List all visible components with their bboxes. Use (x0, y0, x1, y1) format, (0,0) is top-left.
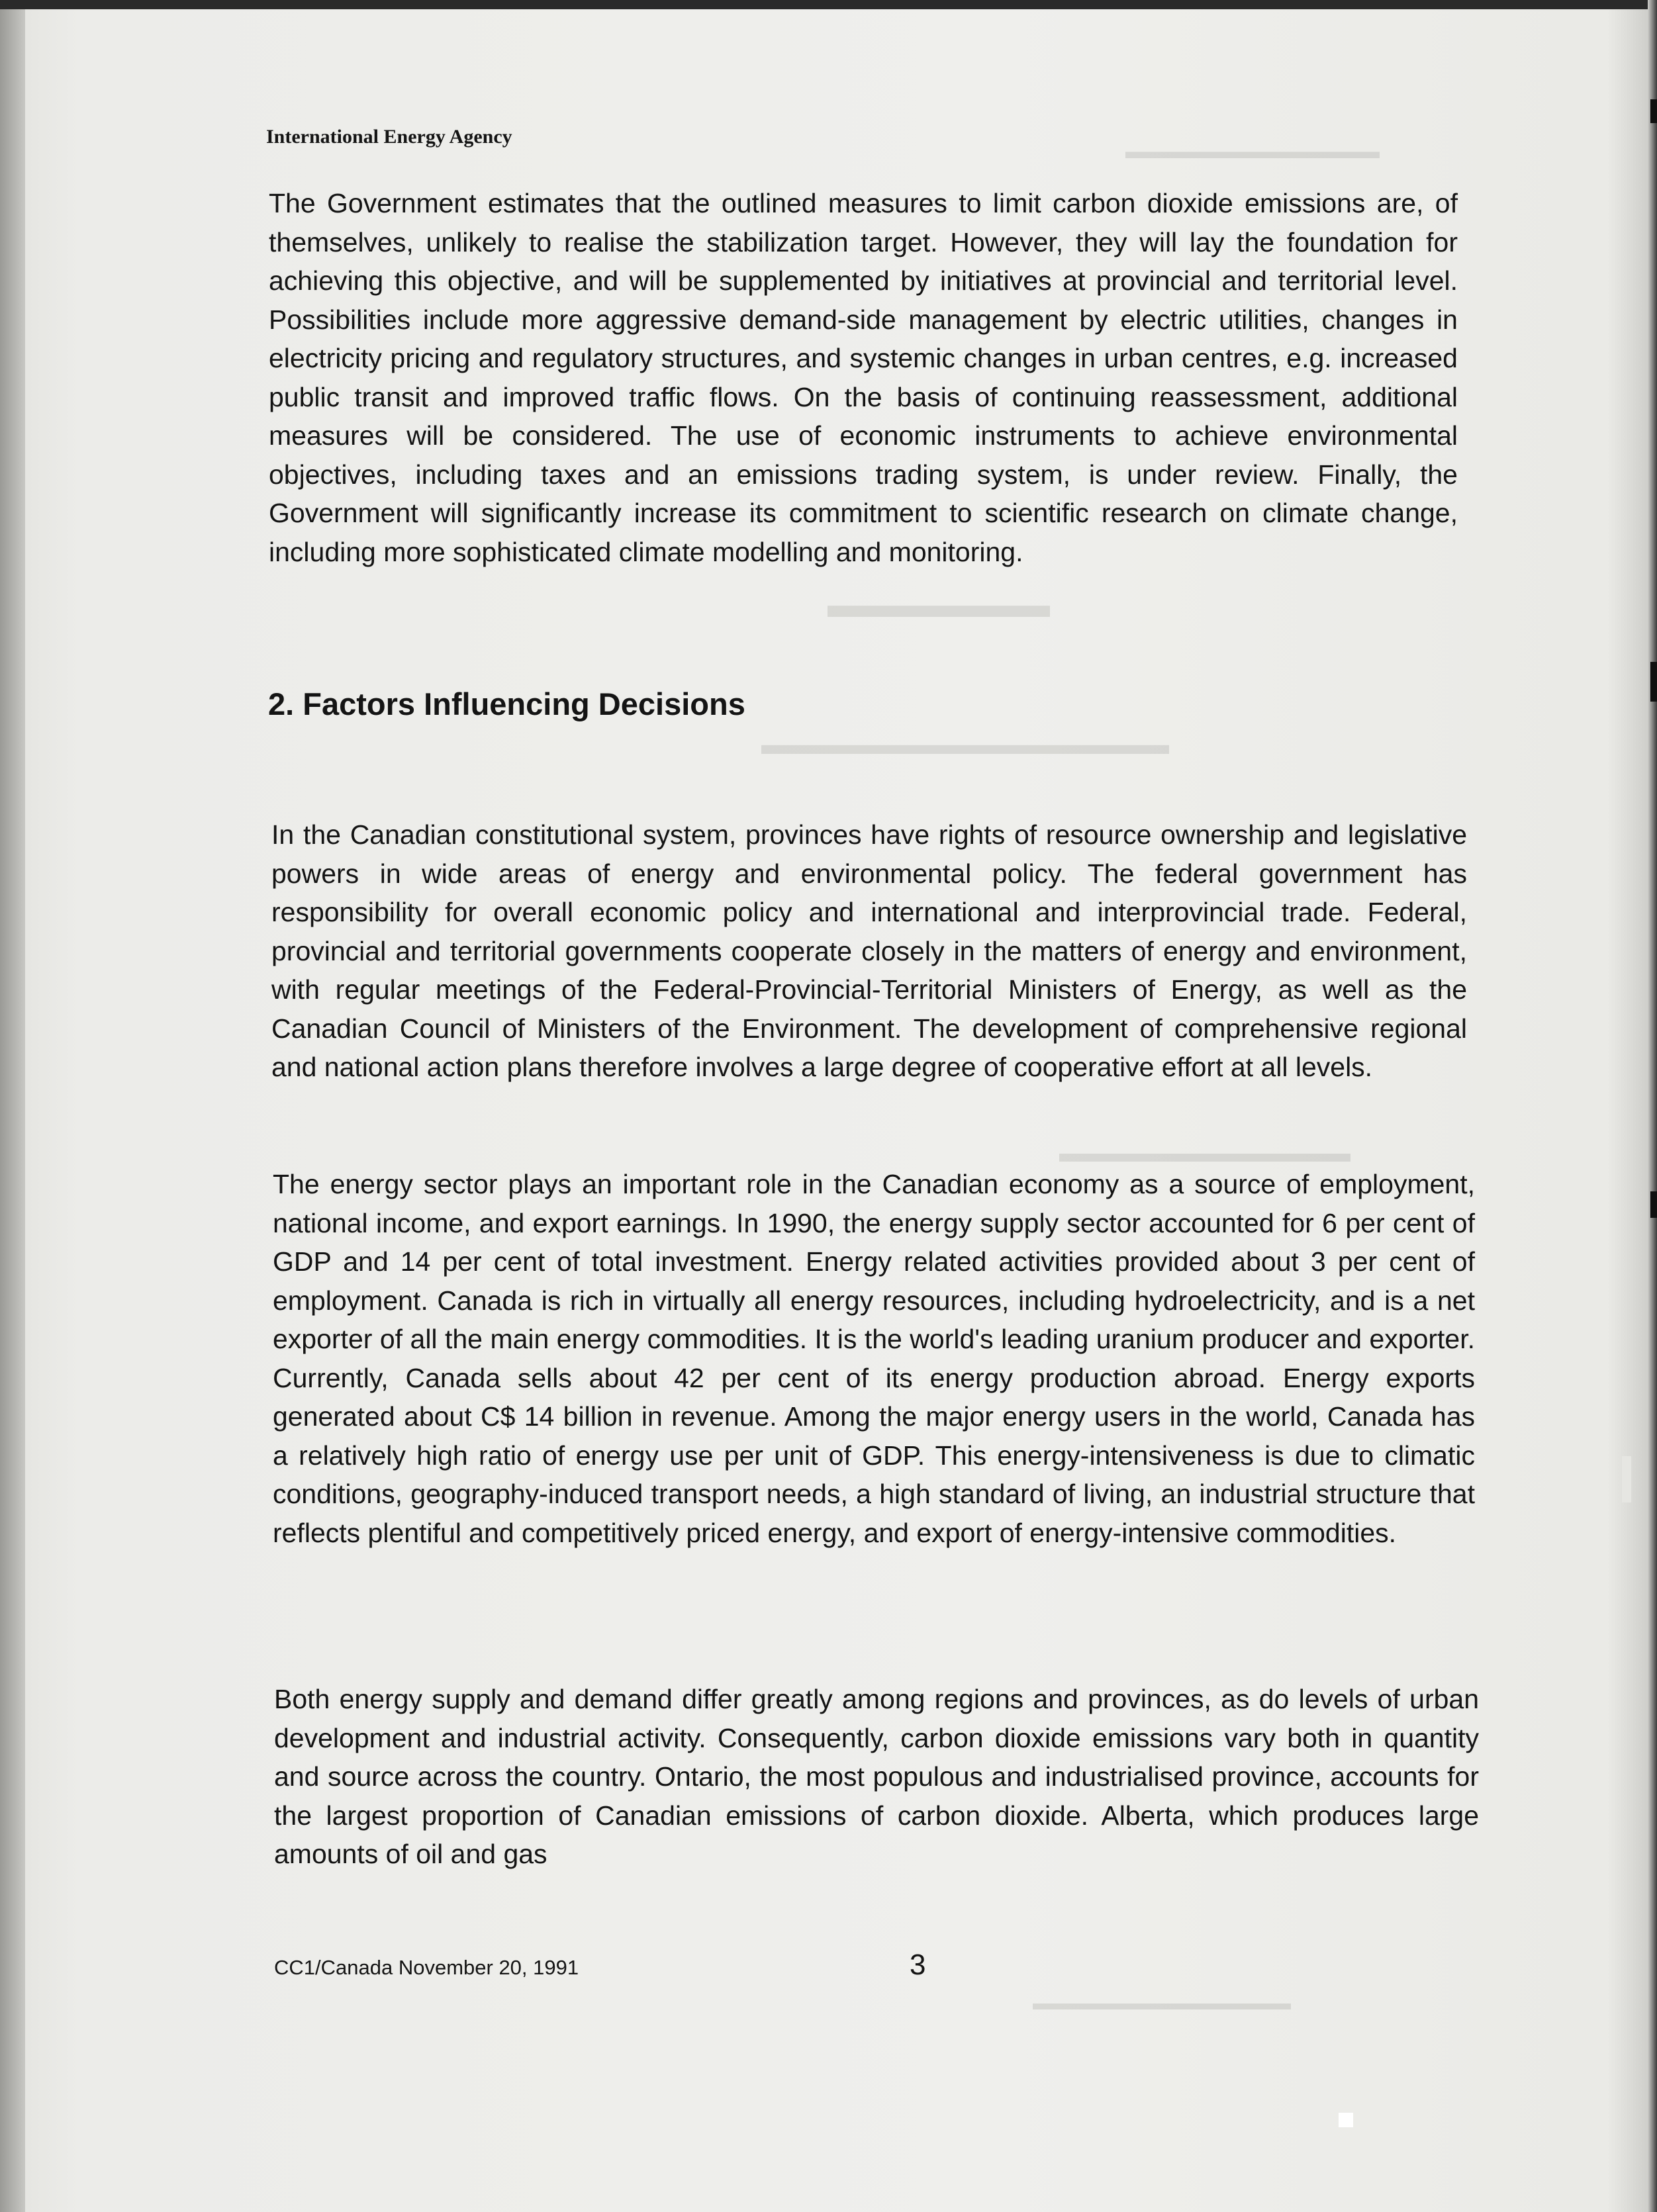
scan-speck (1339, 2113, 1353, 2127)
paragraph-constitutional-system: In the Canadian constitutional system, provinces have rights of resource ownership and legislative powers in wide areas of energy and environmental policy. The federal government has responsibility for overall economic policy and international and interprovincial trade. Federal, provincial and territorial governments cooperate closely in the matters of energy and environment, with regular meetings of the Federal-Provincial-Territorial Ministers of Energy, as well as the Canadian Council of Ministers of the Environment. The development of comprehensive regional and national action plans therefore involves a large degree of cooperative effort at all levels. (271, 819, 1467, 1082)
top-scan-edge (0, 0, 1657, 9)
show-through-text: ▬▬▬▬▬▬▬▬▬▬▬▬▬ (1033, 1992, 1291, 2014)
running-head: International Energy Agency (266, 126, 512, 148)
show-through-text: ▬▬▬▬▬▬▬▬▬▬▬▬ (1125, 139, 1380, 163)
paragraph-energy-sector: The energy sector plays an important role in the Canadian economy as a source of employment, national income, and export earnings. In 1990, the energy supply sector accounted for 6 per cent of GDP and 14 per cent of total investment. Energy related activities provided about 3 per cent of employment. Canada is rich in virtually all energy resources, including hydroelectricity, and is a net exporter of all the main energy commodities. It is the world's leading uranium producer and exporter. Currently, Canada sells about 42 per cent of its energy production abroad. Energy exports generated about C$ 14 billion in revenue. Among the major energy users in the world, Canada has a relatively high ratio of energy use per unit of GDP. This energy-intensiveness is due to climatic conditions, geography-induced transport needs, a high standard of living, an industrial structure that reflects plentiful and competitively priced energy, and export of energy-intensive commodities. (273, 1169, 1475, 1548)
edge-mark (1650, 1191, 1657, 1218)
paragraph-regional-differences: Both energy supply and demand differ greatly among regions and provinces, as do levels of urban development and industrial activity. Consequently, carbon dioxide emissions vary both in quantity and source across the country. Ontario, the most populous and industrialised province, accounts for the largest proportion of Canadian emissions of carbon dioxide. Alberta, which produces large amounts of oil and gas (274, 1684, 1479, 1869)
show-through-text: ▬▬▬▬▬▬▬▬▬▬▬ (1059, 1138, 1350, 1168)
edge-mark (1650, 662, 1657, 702)
paragraph-stabilization-measures: The Government estimates that the outlined measures to limit carbon dioxide emissions are, of themselves, unlikely to realise the stabilization target. However, they will lay the foundation for achieving this objective, and will be supplemented by initiatives at provincial and territorial level. Possibilities include more aggressive demand-side management by electric utilities, changes in electricity pricing and regulatory structures, and systemic changes in urban centres, e.g. increased public transit and improved traffic flows. On the basis of continuing reassessment, additional measures will be considered. The use of economic instruments to achieve environmental objectives, including taxes and an emissions trading system, is under review. Finally, the Government will significantly increase its commitment to scientific research on climate change, including more sophisticated climate modelling and monitoring. (269, 188, 1458, 567)
section-heading: 2. Factors Influencing Decisions (268, 686, 745, 721)
page-number: 3 (910, 1949, 926, 1981)
footer-document-id: CC1/Canada November 20, 1991 (274, 1956, 579, 1979)
show-through-text: ▬▬▬▬▬▬▬▬▬▬▬▬▬▬ (761, 728, 1169, 760)
page-binding-shadow (0, 0, 25, 2212)
scan-speck (1622, 1456, 1631, 1502)
show-through-text: ▬▬▬▬▬▬ (828, 583, 1050, 625)
right-scan-edge (1648, 0, 1657, 2212)
edge-mark (1650, 99, 1657, 123)
